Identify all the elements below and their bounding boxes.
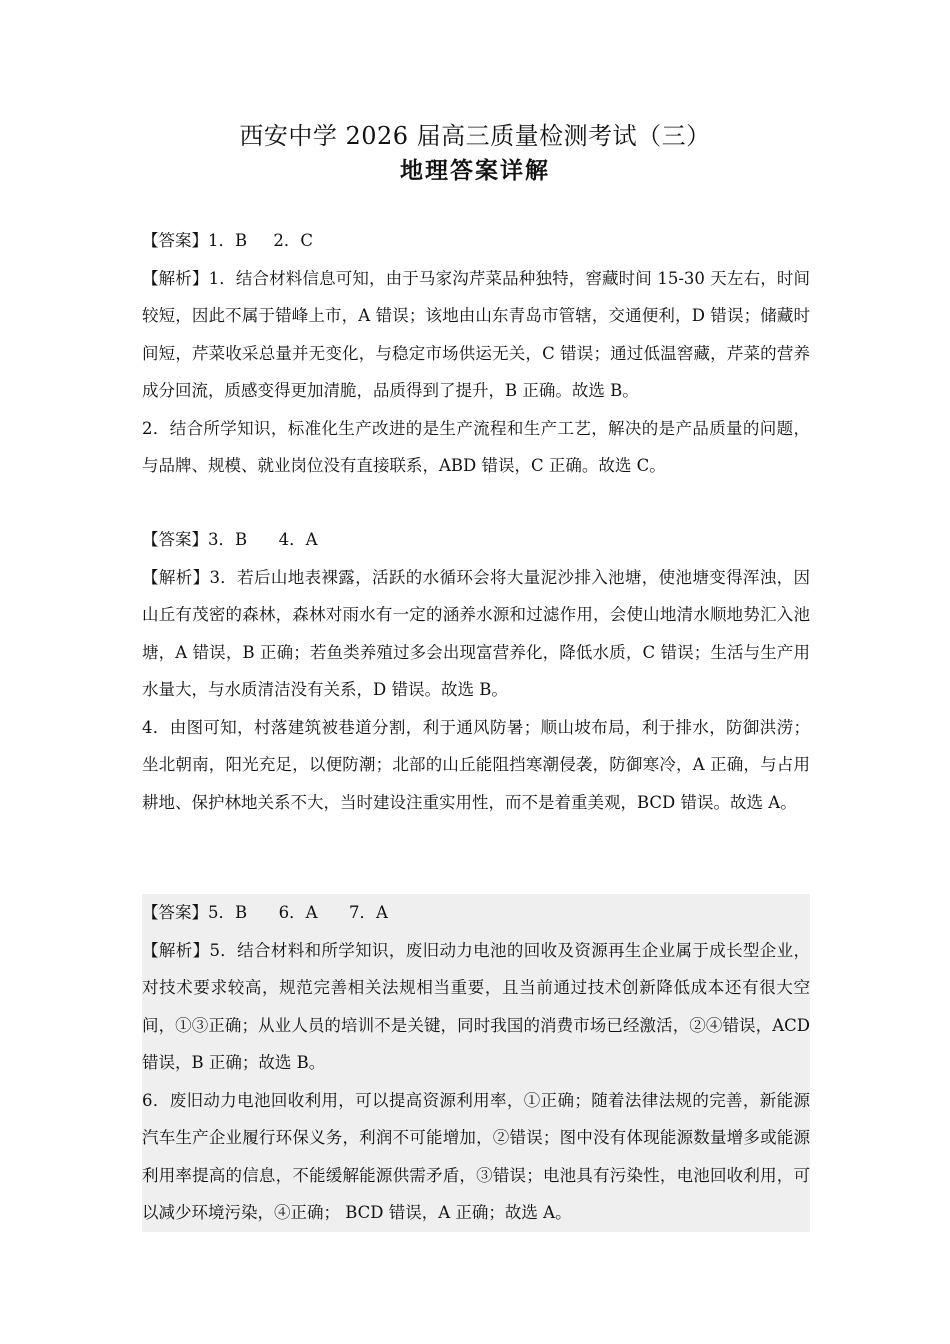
answer-line <box>142 222 810 260</box>
page-subtitle: 地理答案详解 <box>400 157 550 184</box>
analysis-tag: 【解析】 <box>142 268 209 288</box>
answer-section-2 <box>142 521 810 821</box>
analysis-text: 3．若后山地表裸露，活跃的水循环会将大量泥沙排入池塘，使池塘变得浑浊，因山丘有茂密的森林，森林对雨水有一定的涵养水源和过滤作用，会使山地清水顺地势汇入池塘，A 错误，B 正确；若鱼类养殖过多会出现富营养化，降低水质，C 错误；生活与生产用水量大，与水质清洁没有关系，D 错误。故选 B。 <box>142 567 810 699</box>
answer-tag: 【答案】 <box>142 903 208 922</box>
analysis-tag: 【解析】 <box>142 940 210 960</box>
analysis-text: 1．结合材料信息可知，由于马家沟芹菜品种独特，窖藏时间 15-30 天左右，时间较短，因此不属于错峰上市，A 错误；该地由山东青岛市管辖，交通便利，D 错误；储藏时间短，芹菜收采总量并无变化，与稳定市场供运无关，C 错误；通过低温窖藏，芹菜的营养成分回流，质感变得更加清脆，品质得到了提升，B 正确。故选 B。 <box>142 268 810 400</box>
answer-tag: 【答案】 <box>142 231 208 250</box>
page-title: 西安中学 2026 届高三质量检测考试（三） <box>239 122 711 150</box>
answer-section-3 <box>142 894 810 1232</box>
answer-values: 5．B 6．A 7．A <box>208 903 388 922</box>
analysis-paragraph <box>142 932 810 1082</box>
answer-values: 3．B 4．A <box>208 530 318 549</box>
analysis-paragraph <box>142 260 810 410</box>
analysis-paragraph: 6．废旧动力电池回收利用，可以提高资源利用率，①正确；随着法律法规的完善，新能源汽车生产企业履行环保义务，利润不可能增加，②错误；图中没有体现能源数量增多或能源利用率提高的信息，不能缓解能源供需矛盾，③错误；电池具有污染性，电池回收利用，可以减少环境污染，④正确； BCD 错误，A 正确；故选 A。 <box>142 1090 810 1222</box>
answer-line <box>142 894 810 932</box>
analysis-paragraph <box>142 559 810 709</box>
answer-line <box>142 521 810 559</box>
answer-values: 1．B 2．C <box>208 231 313 250</box>
answer-section-1 <box>142 222 810 485</box>
answer-tag: 【答案】 <box>142 530 208 549</box>
analysis-tag: 【解析】 <box>142 567 210 587</box>
analysis-paragraph: 2．结合所学知识，标准化生产改进的是生产流程和生产工艺，解决的是产品质量的问题，与品牌、规模、就业岗位没有直接联系，ABD 错误，C 正确。故选 C。 <box>142 418 810 475</box>
analysis-text: 5．结合材料和所学知识，废旧动力电池的回收及资源再生企业属于成长型企业，对技术要求较高，规范完善相关法规相当重要，且当前通过技术创新降低成本还有很大空间，①③正确；从业人员的培训不是关键，同时我国的消费市场已经激活，②④错误，ACD 错误，B 正确；故选 B。 <box>142 940 810 1072</box>
analysis-paragraph: 4．由图可知，村落建筑被巷道分割，利于通风防暑；顺山坡布局，利于排水，防御洪涝；坐北朝南，阳光充足，以便防潮；北部的山丘能阻挡寒潮侵袭，防御寒冷，A 正确，与占用耕地、保护林地关系不大，当时建设注重实用性，而不是着重美观，BCD 错误。故选 A。 <box>142 717 810 812</box>
